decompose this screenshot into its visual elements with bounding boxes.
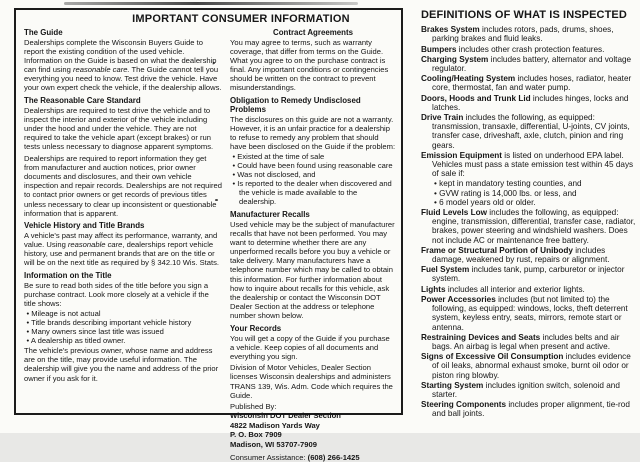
definition-term: Signs of Excessive Oil Consumption [421,352,564,362]
definition-entry [421,45,637,54]
publisher-name: Wisconsin DOT Dealer Section [230,411,341,421]
consumer-information-box [14,8,403,462]
box-title: IMPORTANT CONSUMER INFORMATION [132,13,350,25]
definition-entry [421,381,637,399]
definition-text: includes hoses, radiator, heater core, thermostat, fan and water pump. [432,74,632,93]
definition-term: Starting System [421,380,484,390]
paragraph-text: , dealerships report vehicle history, use and permanent brands that are on the title or will be on the next title as required by § 342.10 Wis. Stats. [24,240,220,268]
published-by-label: Published By: [230,402,277,412]
definition-term: Emission Equipment [421,150,502,160]
obligation-bullet-list [230,152,396,207]
section-heading-the-guide: The Guide [24,28,63,37]
bullet-item: • Could have been found using reasonable care [230,161,396,170]
definition-term: Fluid Levels Low [421,208,487,218]
paragraph-dmv: Division of Motor Vehicles, Dealer Section licenses Wisconsin dealerships and administers TRANS 139, Wis. Adm. Code which requires the Guide. [230,363,393,400]
bullet-item: • GVW rating is 14,000 lbs. or less, and [434,189,637,198]
definition-entry [421,151,637,179]
scan-artifact-streak [64,2,358,5]
definition-term: Lights [421,284,446,294]
definition-text: includes (but not limited to) the following, as equipped: windows, locks, theft deterrent system, keyless entry, seats, mirrors, remote start or antenna. [432,294,628,332]
section-heading-vehicle-history: Vehicle History and Title Brands [24,221,145,231]
definition-entry [421,285,637,294]
paragraph-the-guide [24,38,222,93]
bullet-item: • Title brands describing important vehicle history [24,318,222,327]
bullet-item: • Many owners since last title was issued [24,327,222,336]
definition-entry [421,74,637,92]
italic-phrase: reasonable care [67,240,123,250]
definition-text: includes other crash protection features. [456,44,605,54]
definition-entry [421,400,637,418]
definition-text: includes all interior and exterior lights. [445,284,585,294]
bullet-item: • kept in mandatory testing counties, and [434,179,637,188]
definition-term: Frame or Structural Portion of Unibody [421,245,573,255]
definition-term: Bumpers [421,44,457,54]
definition-entry [421,25,637,43]
bullet-item: • A dealership as titled owner. [24,336,222,345]
section-heading-title-info: Information on the Title [24,271,112,281]
definition-entry [421,265,637,283]
bullet-item: • Was not disclosed, and [230,170,396,179]
bullet-item: • Existed at the time of sale [230,152,396,161]
definition-term: Fuel System [421,265,470,275]
definition-entry [421,55,637,73]
paragraph-contract: You may agree to terms, such as warranty coverage, that differ from terms on the Guide. What you agree to on the purchase contract is final. Any important conditions or contingencies should be written on the contract to prevent misunderstandings. [230,38,389,93]
definition-entry [421,352,637,380]
bullet-item: • Mileage is not actual [24,309,222,318]
paragraph-text: The Guide cannot tell you everything you need to know. Test drive the vehicle. Have your own expert check the vehicle, if the dealership allows. [24,65,222,93]
definition-text: includes the following, as equipped: engine, transmission, differential, transfer case, radiator, brakes, power steering and windshield washers. Does not include AC or maintenance free battery. [432,208,636,245]
section-heading-your-records: Your Records [230,323,282,333]
definition-term: Cooling/Heating System [421,74,516,84]
definition-text: includes tank, pump, carburetor or injector system. [432,265,625,284]
definitions-column [421,6,637,420]
definition-text: includes evidence of oil leaks, abnormal exhaust smoke, burnt oil odor or piston ring blowby. [432,352,631,380]
bullet-item: • 6 model years old or older. [434,198,637,207]
paragraph-title-intro: Be sure to read both sides of the title before you sign a purchase contract. Look more closely at a vehicle if the title shows: [24,281,209,309]
emission-bullet-list [421,179,637,207]
section-heading-contract: Contract Agreements [273,28,353,37]
definition-text: includes rotors, pads, drums, shoes, parking brakes and fluid leaks. [432,25,614,44]
definition-term: Restraining Devices and Seats [421,332,541,342]
definition-text: includes proper alignment, tie-rod and ball joints. [432,400,630,419]
definition-term: Steering Components [421,400,507,410]
section-heading-reasonable-care: The Reasonable Care Standard [24,96,141,106]
section-heading-obligation: Obligation to Remedy Undisclosed Problems [230,96,361,115]
italic-phrase: reasonable care. [72,65,130,75]
section-heading-recalls: Manufacturer Recalls [230,210,310,219]
definition-term: Charging System [421,54,489,64]
title-bullet-list [24,309,222,345]
definition-entry [421,208,637,245]
definition-text: includes belts and air bags. An airbag is legal when present and active. [432,332,620,351]
paragraph-text: A vehicle's past may affect its performance, warranty, and value. Using [24,231,218,250]
definition-entry [421,333,637,351]
paragraph-text: Dealerships complete the Wisconsin Buyers Guide to report the existing condition of the used vehicle. Information on the Guide is based on what the dealership can find using [24,38,217,75]
definition-text: includes hinges, locks and latches. [432,93,629,112]
left-column [24,28,222,462]
definitions-title: DEFINITIONS OF WHAT IS INSPECTED [421,9,627,21]
paragraph-obligation-intro: The disclosures on this guide are not a warranty. However, it is an unfair practice for a dealership to refuse to remedy any problem that should have been disclosed on the Guide if the problem: [230,115,396,152]
definition-entry [421,295,637,332]
definition-term: Power Accessories [421,294,496,304]
definition-text: includes ignition switch, solenoid and starter. [432,380,620,399]
definition-text: includes the following, as equipped: transmission, transaxle, differential, U-joints, CV joints, transfer case, driveshaft, axle, clutch, pinion and ring gears. [432,113,630,150]
definition-entry [421,113,637,150]
publisher-city: Madison, WI 53707-7909 [230,440,317,450]
publisher-block [230,411,396,449]
consumer-assistance-label: Consumer Assistance: [230,452,308,462]
definition-term: Brakes System [421,25,480,35]
definition-entry [421,246,637,264]
paragraph-reasonable-care-2: Dealerships are required to report information they get from manufacturer and auction notices, prior owner documents and disclosures, and their own vehicle inspection and repair records. Dealerships are not required to contact prior owners or get records of previous titles unless necessary to clear up inconsistent or questionable information that is apparent. [24,154,222,218]
definition-text: includes damage, weakened by rust, repairs or alignment. [432,245,610,265]
publisher-street: 4822 Madison Yards Way [230,420,320,430]
definition-entry [421,94,637,112]
consumer-assistance-phone: (608) 266-1425 [307,452,360,462]
paragraph-reasonable-care-1: Dealerships are required to test drive the vehicle and to inspect the interior and exterior of the vehicle including under the hood and under the vehicle. They are not required to take the vehicle apart (except brakes) or run tests unless necessary to diagnose apparent symptoms. [24,106,214,152]
definition-term: Doors, Hoods and Trunk Lid [421,93,531,103]
paragraph-your-records: You will get a copy of the Guide if you purchase a vehicle. Keep copies of all documents and everything you sign. [230,333,390,361]
box-columns [24,28,396,462]
paragraph-vehicle-history [24,231,222,267]
paragraph-recalls: Used vehicle may be the subject of manufacturer recalls that have not been performed. You may want to determine whether there are any unperformed recalls before you buy a vehicle or take delivery. Many manufacturers have a telephone number which may be called to obtain this information. For further information about how to inquire about recalls for this vehicle, ask the dealership or contact the Wisconsin DOT Dealer Section at the address or telephone number shown below. [230,220,395,320]
consumer-assistance-line [230,453,396,462]
definition-text: includes battery, alternator and voltage regulator. [432,54,632,74]
middle-column [230,28,396,462]
publisher-po-box: P. O. Box 7909 [230,430,282,440]
definition-text: is listed on underhood EPA label. Vehicles must pass a state emission test within 45 days of sale if: [432,150,634,179]
bullet-item: • Is reported to the dealer when discovered and the vehicle is made available to the dealership. [230,179,396,206]
definition-term: Drive Train [421,113,464,123]
paragraph-title-outro: The vehicle's previous owner, whose name and address are on the title, may provide useful information. The dealership will give you the name and address of the prior owner if you ask for it. [24,346,219,383]
